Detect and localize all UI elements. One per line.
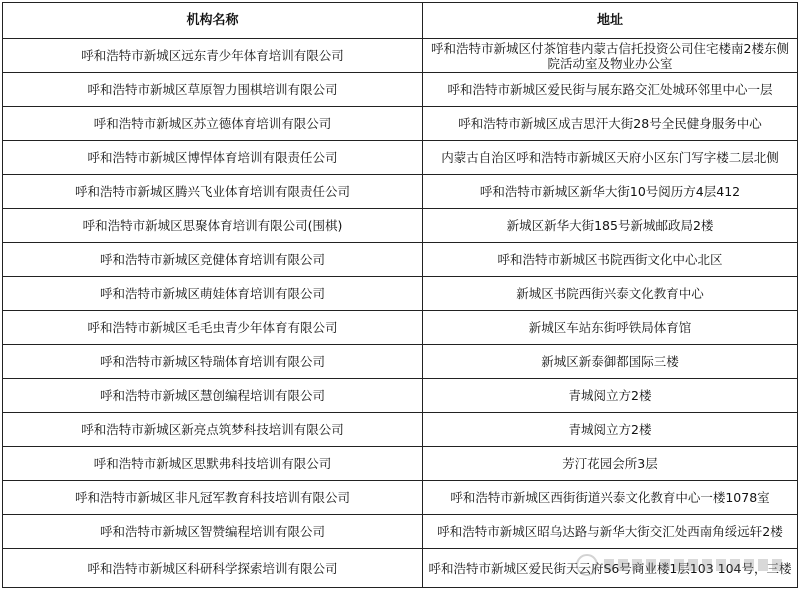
- address-cell: 呼和浩特市新城区新华大街10号阅历方4层412: [479, 184, 741, 199]
- institution-name-cell: 呼和浩特市新城区远东青少年体育培训有限公司: [3, 39, 423, 72]
- table-row: [3, 447, 797, 481]
- address-cell: 呼和浩特市新城区西街街道兴泰文化教育中心一楼1078室: [450, 490, 770, 505]
- institution-name-cell: 呼和浩特市新城区新亮点筑梦科技培训有限公司: [3, 413, 423, 446]
- table-row: [3, 345, 797, 379]
- table-row: [3, 379, 797, 413]
- table-header-row: [3, 3, 797, 39]
- address-cell: 新城区车站东街呼铁局体育馆: [528, 320, 692, 335]
- institution-name-cell: 呼和浩特市新城区竞健体育培训有限公司: [3, 243, 423, 276]
- address-cell: 内蒙古自治区呼和浩特市新城区天府小区东门写字楼二层北侧: [441, 150, 779, 165]
- address-cell: 呼和浩特市新城区付茶馆巷内蒙古信托投资公司住宅楼南2楼东侧院活动室及物业办公室: [431, 40, 789, 71]
- institution-name-cell: 呼和浩特市新城区毛毛虫青少年体育有限公司: [3, 311, 423, 344]
- institution-name-cell: 呼和浩特市新城区慧创编程培训有限公司: [3, 379, 423, 412]
- table-row: [3, 413, 797, 447]
- table-row: [3, 243, 797, 277]
- table-row: [3, 549, 797, 587]
- address-cell: 新城区新泰御都国际三楼: [541, 354, 679, 369]
- address-cell: 新城区新华大街185号新城邮政局2楼: [506, 218, 714, 233]
- institution-name-cell: 呼和浩特市新城区科研科学探索培训有限公司: [3, 549, 423, 587]
- header-institution-name: 机构名称: [3, 3, 423, 38]
- institution-name-cell: 呼和浩特市新城区苏立德体育培训有限公司: [3, 107, 423, 140]
- address-cell: 芳汀花园会所3层: [562, 456, 658, 471]
- institution-name-cell: 呼和浩特市新城区非凡冠军教育科技培训有限公司: [3, 481, 423, 514]
- institution-name-cell: 呼和浩特市新城区思聚体育培训有限公司(围棋): [3, 209, 423, 242]
- table-row: [3, 39, 797, 73]
- institution-name-cell: 呼和浩特市新城区博悍体育培训有限责任公司: [3, 141, 423, 174]
- table-row: [3, 73, 797, 107]
- table-row: [3, 107, 797, 141]
- address-cell: 呼和浩特市新城区昭乌达路与新华大街交汇处西南角绥远轩2楼: [437, 524, 783, 539]
- institution-table: [2, 2, 798, 588]
- institution-name-cell: 呼和浩特市新城区萌娃体育培训有限公司: [3, 277, 423, 310]
- institution-name-cell: 呼和浩特市新城区特瑞体育培训有限公司: [3, 345, 423, 378]
- address-cell: 新城区书院西街兴泰文化教育中心: [516, 286, 704, 301]
- institution-name-cell: 呼和浩特市新城区腾兴飞业体育培训有限责任公司: [3, 175, 423, 208]
- address-cell: 呼和浩特市新城区爱民街天云府S6号商业楼1层103 104号，三楼: [428, 560, 792, 576]
- address-cell: 呼和浩特市新城区爱民街与展东路交汇处城环邻里中心一层: [447, 82, 773, 97]
- address-cell: 青城阅立方2楼: [568, 422, 652, 437]
- table-body: [3, 39, 797, 587]
- address-cell: 青城阅立方2楼: [568, 388, 652, 403]
- table-row: [3, 175, 797, 209]
- table-row: [3, 277, 797, 311]
- table-row: [3, 311, 797, 345]
- institution-name-cell: 呼和浩特市新城区智赞编程培训有限公司: [3, 515, 423, 548]
- address-cell: 呼和浩特市新城区成吉思汗大街28号全民健身服务中心: [458, 116, 762, 131]
- institution-name-cell: 呼和浩特市新城区草原智力围棋培训有限公司: [3, 73, 423, 106]
- table-row: [3, 481, 797, 515]
- table-row: [3, 515, 797, 549]
- institution-name-cell: 呼和浩特市新城区思默弗科技培训有限公司: [3, 447, 423, 480]
- address-cell: 呼和浩特市新城区书院西街文化中心北区: [497, 252, 723, 267]
- table-row: [3, 209, 797, 243]
- header-address: 地址: [596, 13, 623, 28]
- table-row: [3, 141, 797, 175]
